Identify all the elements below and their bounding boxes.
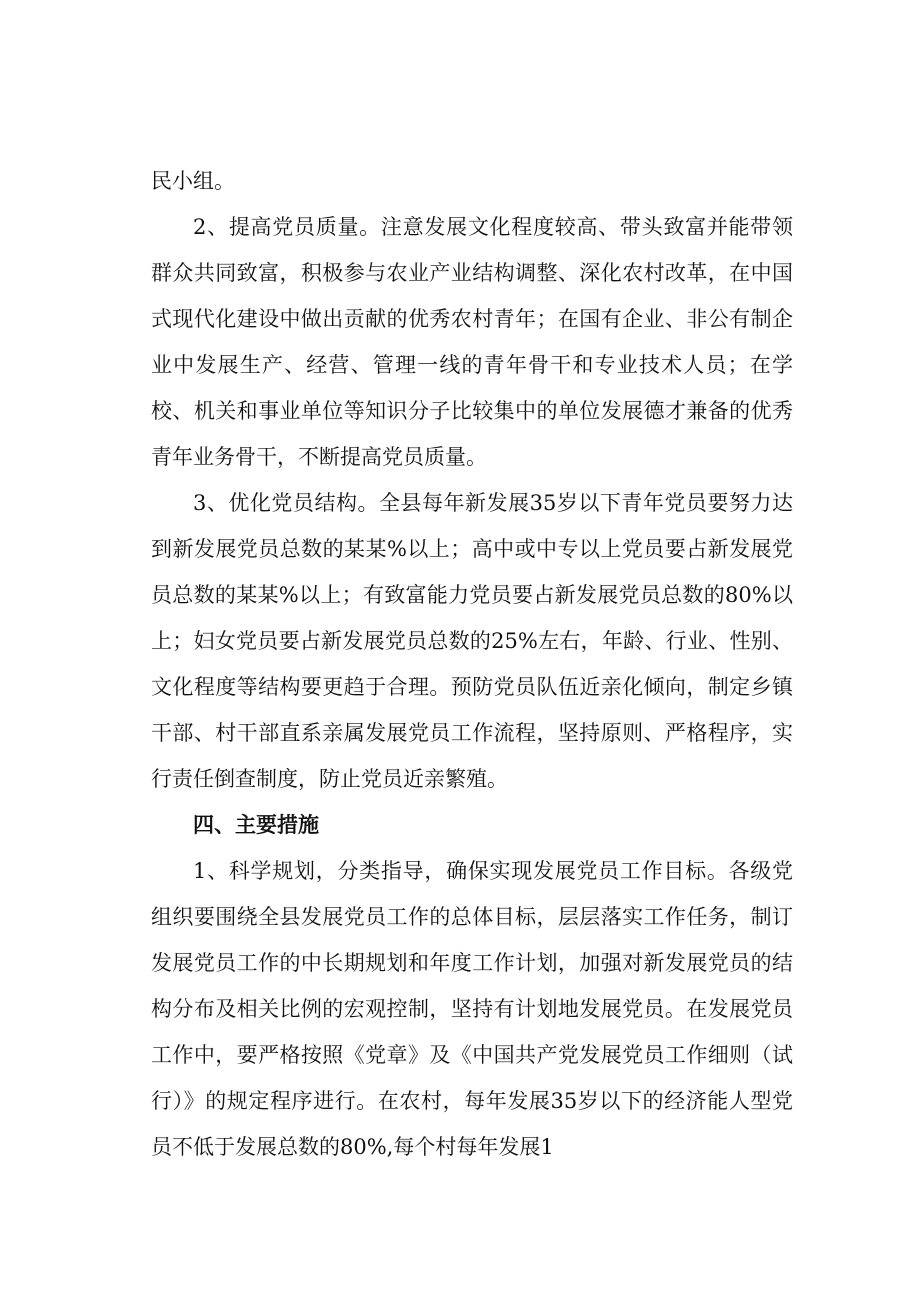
paragraph-improve-quality: 2、提高党员质量。注意发展文化程度较高、带头致富并能带领群众共同致富，积极参与农业产业结构调整、深化农村改革，在中国式现代化建设中做出贡献的优秀农村青年；在国有企业、非公有制企业中发展生产、经营、管理一线的青年骨干和专业技术人员；在学校、机关和事业单位等知识分子比较集中的单位发展德才兼备的优秀青年业务骨干，不断提高党员质量。 [151, 215, 793, 469]
document-body [151, 158, 793, 1170]
paragraph-optimize-structure: 3、优化党员结构。全县每年新发展35岁以下青年党员要努力达到新发展党员总数的某某%以上；高中或中专以上党员要占新发展党员总数的某某%以上；有致富能力党员要占新发展党员总数的80%以上；妇女党员要占新发展党员总数的25%左右，年龄、行业、性别、文化程度等结构要更趋于合理。预防党员队伍近亲化倾向，制定乡镇干部、村干部直系亲属发展党员工作流程，坚持原则、严格程序，实行责任倒查制度，防止党员近亲繁殖。 [151, 491, 793, 791]
paragraph-continuation: 民小组。 [151, 169, 235, 193]
paragraph-scientific-planning: 1、科学规划，分类指导，确保实现发展党员工作目标。各级党组织要围绕全县发展党员工作的总体目标，层层落实工作任务，制订发展党员工作的中长期规划和年度工作计划，加强对新发展党员的结构分布及相关比例的宏观控制，坚持有计划地发展党员。在发展党员工作中，要严格按照《党章》及《中国共产党发展党员工作细则（试行）》的规定程序进行。在农村，每年发展35岁以下的经济能人型党员不低于发展总数的80%,每个村每年发展1 [151, 859, 793, 1159]
section-heading-main-measures: 四、主要措施 [193, 813, 319, 837]
